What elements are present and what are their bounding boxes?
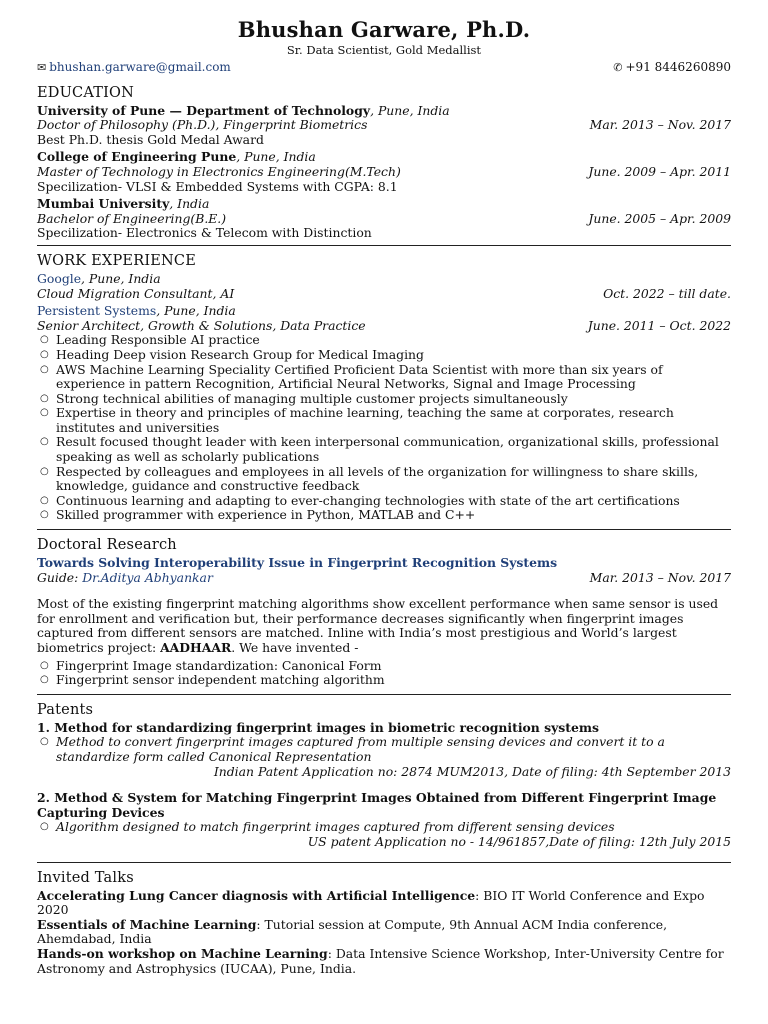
- job-dates: Oct. 2022 – till date.: [603, 285, 731, 301]
- work-entry: [37, 304, 731, 333]
- school-name: College of Engineering Pune: [37, 149, 237, 165]
- education-note: Specilization- Electronics & Telecom with Distinction: [37, 225, 372, 241]
- talks-section: [37, 889, 731, 977]
- talk-venue: : Data Intensive Science Workshop, Inter-University Centre for Astronomy and Astrophysics (IUCAA), Pune, India.: [37, 945, 724, 976]
- thesis-title: Towards Solving Interoperability Issue in Fingerprint Recognition Systems: [37, 555, 558, 571]
- education-dates: June. 2009 – Apr. 2011: [588, 163, 731, 179]
- candidate-name: Bhushan Garware, Ph.D.: [237, 17, 531, 42]
- patent-description: ○ Method to convert fingerprint images captured from multiple sensing devices and convert it to a standardize form called Canonical Representation: [37, 735, 731, 764]
- work-entry: [37, 272, 731, 301]
- research-text: Most of the existing fingerprint matching algorithms show excellent performance when same sensor is used for enrollment and verification but, their performance decreases significantly when fingerprint images captured from different sensors are matched. Inline with India’s most prestigious and World’s largest biometrics project:: [37, 596, 719, 655]
- company-location: , Pune, India: [156, 303, 236, 319]
- section-divider: [37, 245, 731, 246]
- talks-heading: Invited Talks: [37, 869, 134, 886]
- research-text-end: . We have invented -: [231, 640, 359, 655]
- talk-title: Hands-on workshop on Machine Learning: [37, 945, 328, 961]
- company-name: Google: [37, 270, 82, 286]
- research-paragraph: [37, 597, 731, 655]
- research-bullets: [37, 659, 731, 688]
- education-note: Best Ph.D. thesis Gold Medal Award: [37, 131, 264, 147]
- work-bullets: [37, 333, 731, 523]
- aadhaar-text: AADHAAR: [160, 640, 232, 655]
- work-section: [37, 272, 731, 523]
- list-item: ○ Continuous learning and adapting to ever-changing technologies with state of the art certifications: [37, 494, 731, 509]
- degree: Master of Technology in Electronics Engineering(M.Tech): [37, 163, 401, 179]
- talk-venue: : BIO IT World Conference and Expo 2020: [37, 887, 705, 918]
- talk-venue: : Tutorial session at Compute, 9th Annual ACM India conference, Ahemdabad, India: [37, 916, 668, 947]
- list-item: ○ Expertise in theory and principles of machine learning, teaching the same at corporates, research institutes and universities: [37, 406, 731, 435]
- patent-application: US patent Application no - 14/961857,Date of filing: 12th July 2015: [307, 833, 731, 849]
- degree: Bachelor of Engineering(B.E.): [37, 210, 227, 226]
- company-location: , Pune, India: [81, 270, 161, 286]
- talk-item: [37, 947, 731, 976]
- education-entry: [37, 197, 731, 241]
- talk-item: [37, 918, 731, 947]
- education-note: Specilization- VLSI & Embedded Systems with CGPA: 8.1: [37, 178, 398, 194]
- research-dates: Mar. 2013 – Nov. 2017: [589, 569, 731, 585]
- list-item: ○ Result focused thought leader with keen interpersonal communication, organizational skills, professional speaking as well as scholarly publications: [37, 435, 731, 464]
- list-item: ○ AWS Machine Learning Speciality Certified Proficient Data Scientist with more than six years of experience in pattern Recognition, Artificial Neural Networks, Signal and Image Processing: [37, 363, 731, 392]
- list-item: ○ Fingerprint Image standardization: Canonical Form: [37, 659, 731, 674]
- education-section: [37, 104, 731, 241]
- patent-entry: [37, 791, 731, 849]
- guide-name: Dr.Aditya Abhyankar: [82, 569, 213, 585]
- section-divider: [37, 862, 731, 863]
- patents-section: [37, 721, 731, 850]
- talk-item: [37, 889, 731, 918]
- research-section: [37, 556, 731, 688]
- school-location: , Pune, India: [236, 149, 316, 165]
- contact-row: [37, 60, 731, 76]
- patent-desc-list: [37, 735, 731, 764]
- education-dates: Mar. 2013 – Nov. 2017: [589, 117, 731, 133]
- phone-contact: [613, 60, 731, 76]
- section-divider: [37, 529, 731, 530]
- education-heading: EDUCATION: [37, 84, 134, 101]
- job-role: Cloud Migration Consultant, AI: [37, 285, 235, 301]
- education-entry: [37, 104, 731, 148]
- patent-desc-list: [37, 820, 731, 835]
- list-item: ○ Respected by colleagues and employees in all levels of the organization for willingness to share skills, knowledge, guidance and constructive feedback: [37, 465, 731, 494]
- email-contact[interactable]: [37, 60, 231, 76]
- school-name: Mumbai University: [37, 196, 170, 212]
- list-item: ○ Leading Responsible AI practice: [37, 333, 731, 348]
- phone-icon: ✆: [613, 61, 623, 74]
- guide-label: Guide:: [37, 569, 79, 585]
- education-entry: [37, 150, 731, 194]
- list-item: ○ Skilled programmer with experience in Python, MATLAB and C++: [37, 508, 731, 523]
- resume-page: [37, 17, 731, 976]
- list-item: ○ Heading Deep vision Research Group for Medical Imaging: [37, 348, 731, 363]
- candidate-subtitle: Sr. Data Scientist, Gold Medallist: [286, 43, 482, 57]
- school-location: , Pune, India: [370, 102, 450, 118]
- school-name: University of Pune — Department of Technology: [37, 102, 371, 118]
- talk-title: Accelerating Lung Cancer diagnosis with Artificial Intelligence: [37, 887, 476, 903]
- job-role: Senior Architect, Growth & Solutions, Data Practice: [37, 317, 366, 333]
- list-item: ○ Strong technical abilities of managing multiple customer projects simultaneously: [37, 392, 731, 407]
- company-name: Persistent Systems: [37, 303, 157, 319]
- patent-application: Indian Patent Application no: 2874 MUM2013, Date of filing: 4th September 2013: [213, 763, 731, 779]
- work-heading: WORK EXPERIENCE: [37, 252, 196, 269]
- phone-number: +91 8446260890: [625, 60, 731, 74]
- degree: Doctor of Philosophy (Ph.D.), Fingerprint Biometrics: [37, 117, 368, 133]
- research-heading: Doctoral Research: [37, 537, 177, 554]
- patent-title: 1. Method for standardizing fingerprint images in biometric recognition systems: [37, 719, 599, 735]
- section-divider: [37, 694, 731, 695]
- email-link[interactable]: bhushan.garware@gmail.com: [49, 60, 231, 74]
- patent-description: ○ Algorithm designed to match fingerprint images captured from different sensing devices: [37, 820, 731, 835]
- talk-title: Essentials of Machine Learning: [37, 916, 257, 932]
- school-location: , India: [169, 196, 210, 212]
- list-item: ○ Fingerprint sensor independent matching algorithm: [37, 673, 731, 688]
- education-dates: June. 2005 – Apr. 2009: [588, 210, 731, 226]
- envelope-icon: ✉: [37, 61, 47, 74]
- job-dates: June. 2011 – Oct. 2022: [587, 317, 731, 333]
- patents-heading: Patents: [37, 701, 94, 718]
- patent-title: 2. Method & System for Matching Fingerprint Images Obtained from Different Fingerprint Image Capturing Devices: [37, 790, 717, 820]
- patent-entry: [37, 721, 731, 779]
